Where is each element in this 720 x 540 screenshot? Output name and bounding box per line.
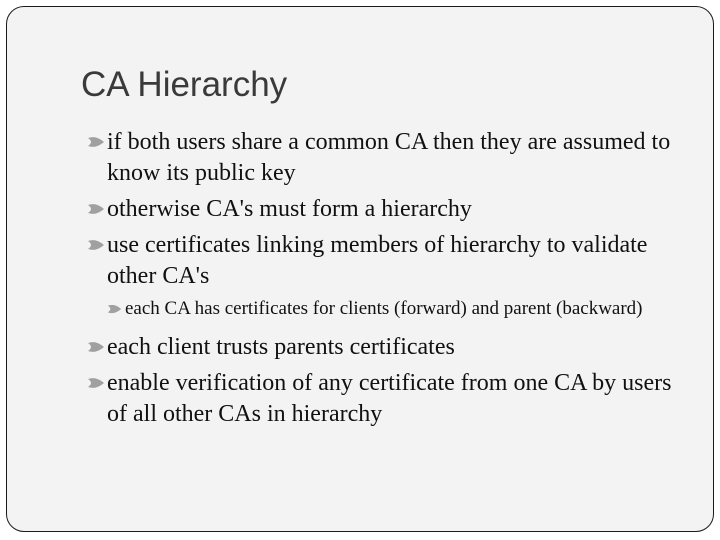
bullet-item — [85, 332, 685, 363]
bullet-arrow-icon — [87, 136, 105, 148]
bullet-text: otherwise CA's must form a hierarchy — [107, 196, 472, 222]
bullet-text: each client trusts parents certificates — [107, 334, 455, 360]
bullet-text: use certificates linking members of hierarchy to validate other CA's — [107, 232, 648, 289]
sub-bullet-item — [105, 296, 685, 322]
bullet-item — [85, 230, 685, 292]
bullet-arrow-icon — [87, 203, 105, 215]
bullet-item — [85, 127, 685, 189]
slide-frame — [6, 6, 714, 532]
slide-title: CA Hierarchy — [81, 65, 288, 104]
bullet-arrow-icon — [87, 377, 105, 389]
bullet-item — [85, 194, 685, 225]
bullet-list — [85, 127, 685, 435]
bullet-text: each CA has certificates for clients (forward) and parent (backward) — [125, 298, 643, 319]
bullet-arrow-icon — [87, 239, 105, 251]
bullet-text: enable verification of any certificate from one CA by users of all other CAs in hierarchy — [107, 370, 672, 427]
bullet-item — [85, 368, 685, 430]
bullet-arrow-icon — [107, 304, 122, 314]
bullet-text: if both users share a common CA then they are assumed to know its public key — [107, 129, 671, 186]
bullet-arrow-icon — [87, 341, 105, 353]
